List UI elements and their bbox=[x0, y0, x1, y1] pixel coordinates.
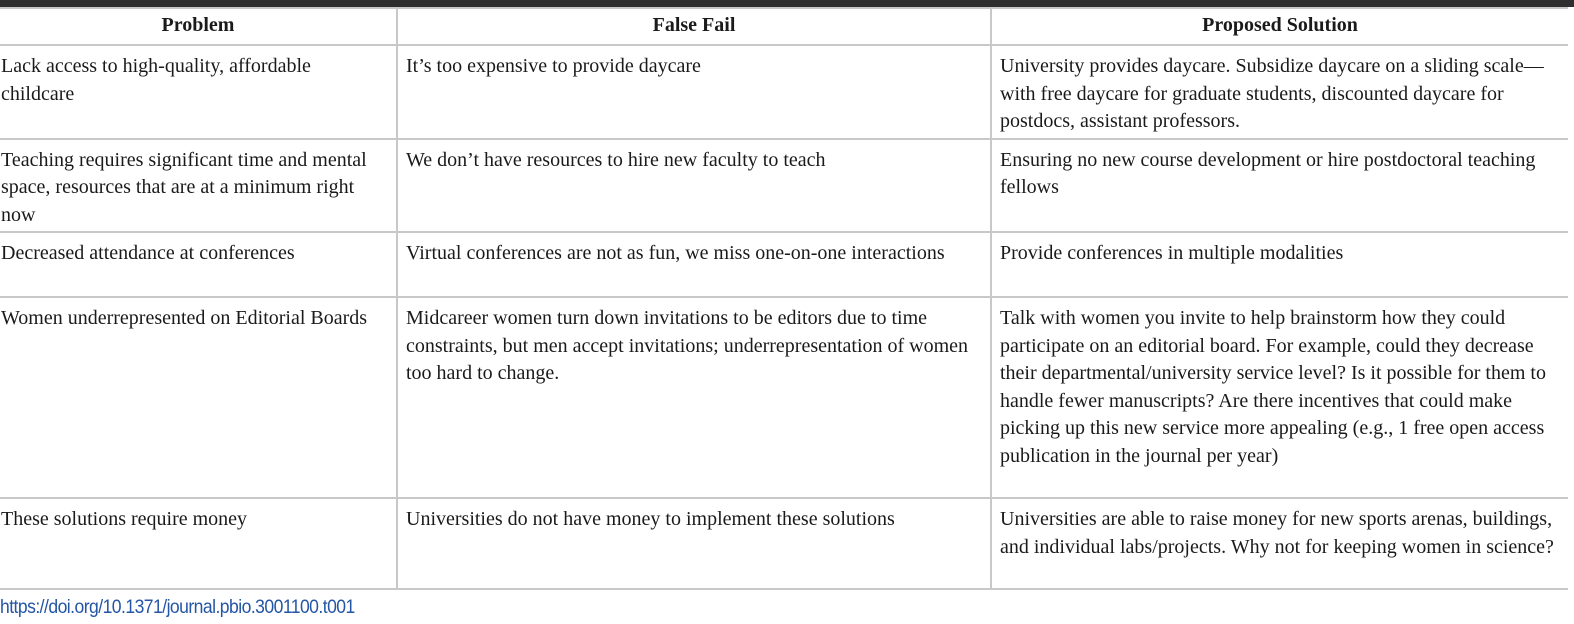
doi-footer bbox=[0, 596, 1574, 622]
cell-false-fail: Universities do not have money to implement these solutions bbox=[397, 498, 991, 589]
cell-proposed-solution: University provides daycare. Subsidize daycare on a sliding scale—with free daycare for graduate students, discounted daycare for postdocs, assistant professors. bbox=[991, 45, 1568, 139]
column-header-problem: Problem bbox=[0, 8, 397, 45]
cell-problem: Decreased attendance at conferences bbox=[0, 232, 397, 297]
cell-proposed-solution: Talk with women you invite to help brainstorm how they could participate on an editorial board. For example, could they decrease their departmental/university service level? Is it possible for them to handle fewer manuscripts? Are there incentives that could make picking up this new service more appealing (e.g., 1 free open access publication in the journal per year) bbox=[991, 297, 1568, 498]
doi-link[interactable]: https://doi.org/10.1371/journal.pbio.3001100.t001 bbox=[0, 596, 355, 618]
cell-problem: Women underrepresented on Editorial Boards bbox=[0, 297, 397, 498]
cell-proposed-solution: Universities are able to raise money for new sports arenas, buildings, and individual labs/projects. Why not for keeping women in science? bbox=[991, 498, 1568, 589]
table-row bbox=[0, 45, 1568, 139]
cell-problem: These solutions require money bbox=[0, 498, 397, 589]
cell-problem: Teaching requires significant time and mental space, resources that are at a minimum right now bbox=[0, 139, 397, 233]
cell-proposed-solution: Provide conferences in multiple modalities bbox=[991, 232, 1568, 297]
cell-false-fail: It’s too expensive to provide daycare bbox=[397, 45, 991, 139]
column-header-false-fail: False Fail bbox=[397, 8, 991, 45]
problems-table bbox=[0, 7, 1568, 590]
cell-problem: Lack access to high-quality, affordable childcare bbox=[0, 45, 397, 139]
cell-false-fail: Midcareer women turn down invitations to be editors due to time constraints, but men accept invitations; underrepresentation of women too hard to change. bbox=[397, 297, 991, 498]
table-row bbox=[0, 297, 1568, 498]
table-header-row bbox=[0, 8, 1568, 45]
table-row bbox=[0, 232, 1568, 297]
cell-false-fail: We don’t have resources to hire new faculty to teach bbox=[397, 139, 991, 233]
cell-false-fail: Virtual conferences are not as fun, we miss one-on-one interactions bbox=[397, 232, 991, 297]
table-row bbox=[0, 139, 1568, 233]
column-header-proposed-solution: Proposed Solution bbox=[991, 8, 1568, 45]
top-divider-bar bbox=[0, 0, 1574, 7]
cell-proposed-solution: Ensuring no new course development or hire postdoctoral teaching fellows bbox=[991, 139, 1568, 233]
table-row bbox=[0, 498, 1568, 589]
